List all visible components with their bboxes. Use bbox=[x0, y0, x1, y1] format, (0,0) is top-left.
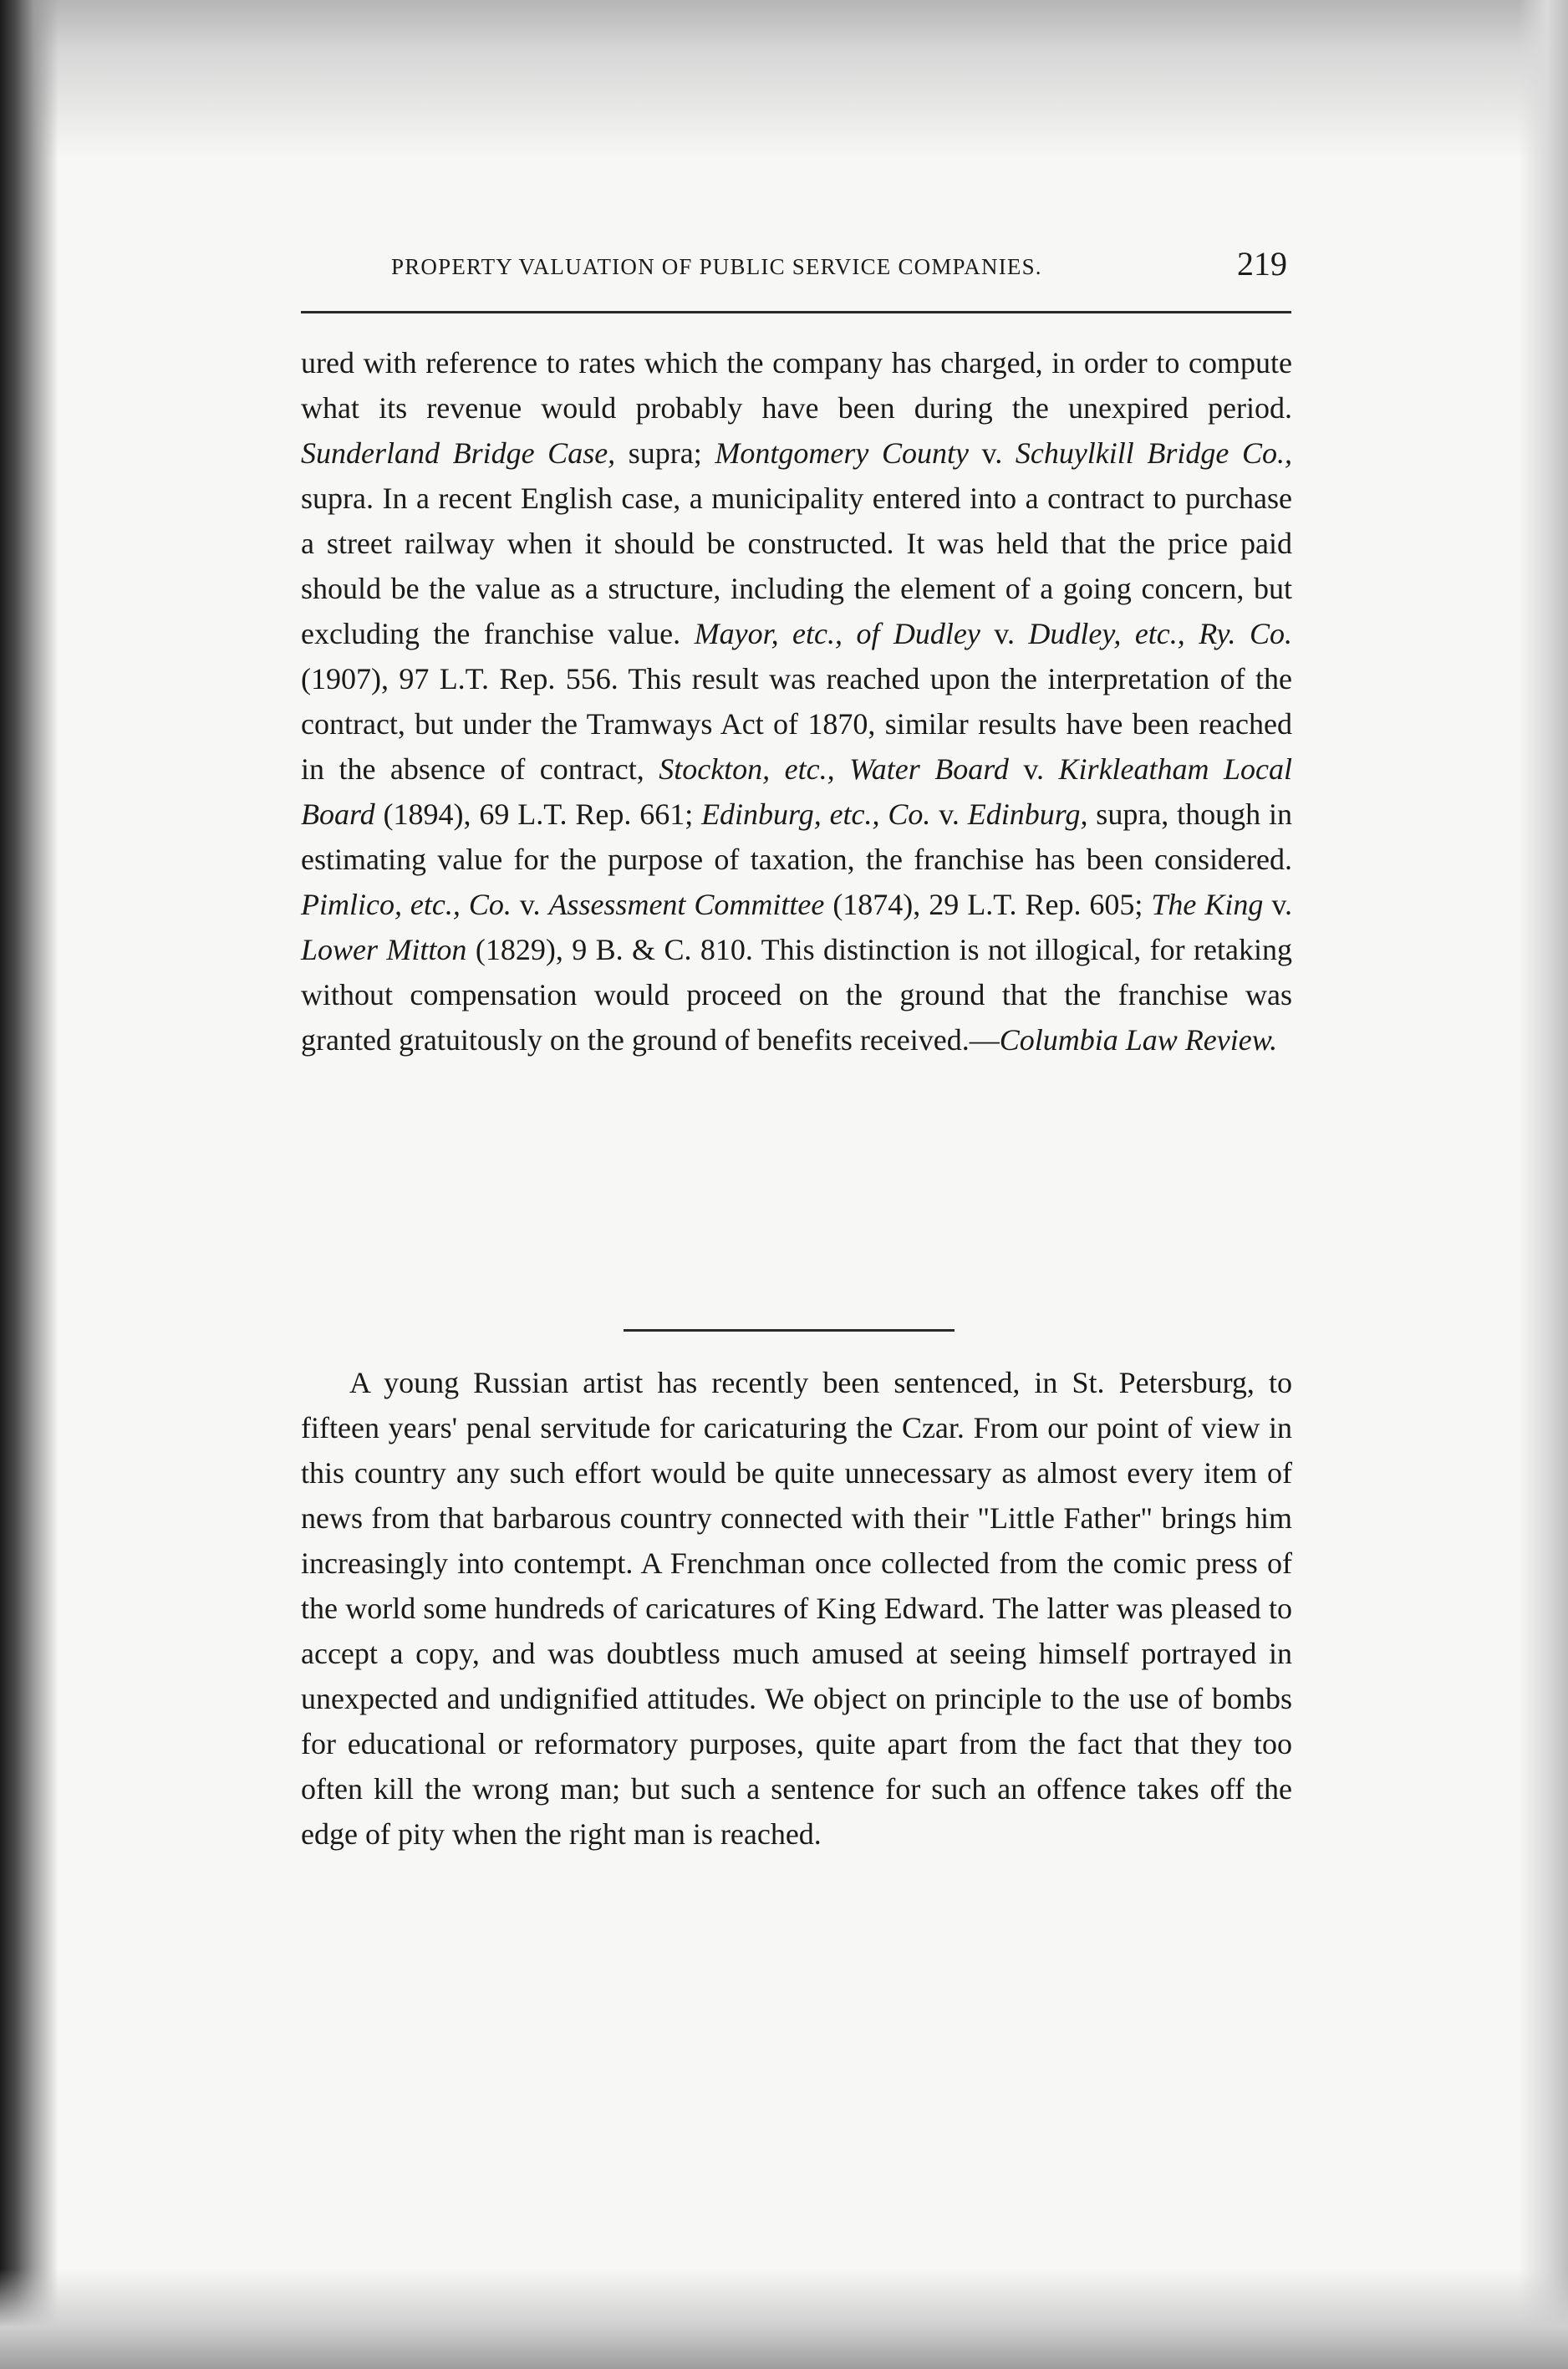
text-run: v. bbox=[930, 797, 968, 831]
scan-shadow-top bbox=[0, 0, 1568, 159]
text-run: supra. In a recent English case, a municipality entered into a contract to purchase a street railway when it should be constructed. It was held that the price paid should be the value as a structure, including the element of a going concern, but excluding the franchise value. bbox=[301, 481, 1292, 650]
case-citation: Lower Mitton bbox=[301, 933, 467, 966]
case-citation: The King bbox=[1151, 888, 1264, 921]
source-attribution: Columbia Law Review. bbox=[999, 1023, 1278, 1057]
running-header bbox=[391, 244, 1287, 288]
text-run: supra, though in estimating value for the purpose of taxation, the franchise has been considered. bbox=[301, 797, 1292, 876]
text-run: ured with reference to rates which the company has charged, in order to compute what its revenue would probably have been during the unexpired period. bbox=[301, 346, 1292, 425]
text-run: (1907), 97 L.T. Rep. 556. This result was reached upon the interpretation of the contract, but under the Tramways Act of 1870, similar results have been reached in the absence of contract, bbox=[301, 662, 1292, 786]
section-divider bbox=[624, 1329, 955, 1332]
case-citation: Stockton, etc., Water Board bbox=[659, 752, 1009, 786]
case-citation: Dudley, etc., Ry. Co. bbox=[1028, 617, 1293, 650]
page-number: 219 bbox=[1237, 245, 1287, 283]
paragraph-law-review bbox=[301, 340, 1292, 1062]
case-citation: Edinburg, bbox=[967, 797, 1088, 831]
case-citation: Pimlico, etc., Co. bbox=[301, 888, 512, 921]
text-run: v. bbox=[980, 617, 1029, 650]
case-citation: Montgomery County bbox=[715, 436, 969, 470]
case-citation: Edinburg, etc., Co. bbox=[701, 797, 931, 831]
scan-shadow-right bbox=[1518, 0, 1568, 2369]
text-run: v. bbox=[968, 436, 1016, 470]
article-continuation bbox=[301, 340, 1292, 1062]
case-citation: Mayor, etc., of Dudley bbox=[694, 617, 980, 650]
text-run: v. bbox=[1263, 888, 1292, 921]
header-rule bbox=[301, 311, 1291, 313]
scan-shadow-left bbox=[0, 0, 59, 2369]
scan-shadow-bottom bbox=[0, 2269, 1568, 2369]
case-citation: Sunderland Bridge Case, bbox=[301, 436, 616, 470]
text-run: v. bbox=[511, 888, 549, 921]
text-run: v. bbox=[1008, 752, 1059, 786]
text-run: supra; bbox=[615, 436, 715, 470]
running-title: PROPERTY VALUATION OF PUBLIC SERVICE COMPANIES. bbox=[391, 254, 1042, 279]
case-citation: Schuylkill Bridge Co., bbox=[1015, 436, 1292, 470]
paragraph-russian-artist: A young Russian artist has recently been sentenced, in St. Petersburg, to fifteen years' penal servitude for caricaturing the Czar. From our point of view in this country any such effort would be quite unnecessary as almost every item of news from that barbarous country connected with their "Little Father" brings him increasingly into contempt. A Frenchman once collected from the comic press of the world some hundreds of caricatures of King Edward. The latter was pleased to accept a copy, and was doubtless much amused at seeing himself portrayed in unexpected and undignified attitudes. We object on principle to the use of bombs for educational or reformatory purposes, quite apart from the fact that they too often kill the wrong man; but such a sentence for such an offence takes off the edge of pity when the right man is reached. bbox=[301, 1366, 1292, 1851]
text-run: (1874), 29 L.T. Rep. 605; bbox=[824, 888, 1152, 921]
case-citation: Assessment Committee bbox=[548, 888, 825, 921]
text-run: (1894), 69 L.T. Rep. 661; bbox=[374, 797, 702, 831]
text-run: (1829), 9 B. & C. 810. This distinction is not illogical, for retaking without compensation would proceed on the ground that the franchise was granted gratuitously on the ground of benefits received.— bbox=[301, 933, 1293, 1057]
case-citation: Kirkleatham Local Board bbox=[301, 752, 1293, 831]
russian-artist-note bbox=[301, 1360, 1292, 1857]
